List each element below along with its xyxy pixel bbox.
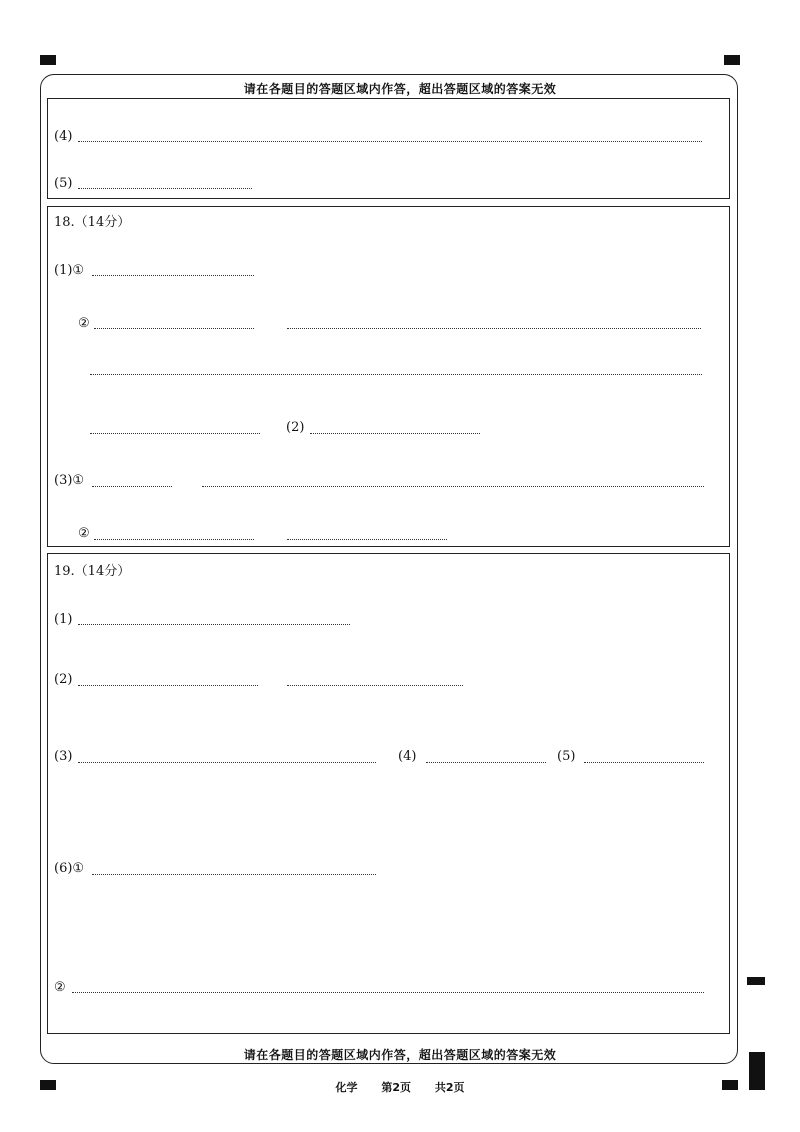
- footer-subject: 化学: [335, 1081, 358, 1094]
- answer-line-18-1-2a[interactable]: [94, 328, 254, 329]
- answer-line-18-3-2b[interactable]: [287, 539, 447, 540]
- notice-bottom: 请在各题目的答题区域内作答，超出答题区域的答案无效: [243, 1048, 557, 1062]
- answer-line-18-2[interactable]: [310, 433, 480, 434]
- registration-mark-top-right: [724, 55, 740, 65]
- label-19-3: (3): [54, 749, 73, 764]
- answer-box-19: [47, 553, 730, 1034]
- label-18-3-1: (3)①: [54, 473, 85, 488]
- label-19-2: (2): [54, 672, 73, 687]
- section-19-title: 19.（14分）: [54, 564, 131, 579]
- label-19-5: (5): [557, 749, 576, 764]
- answer-line-18-1-2d[interactable]: [90, 433, 260, 434]
- answer-line-17-4[interactable]: [78, 141, 702, 142]
- label-19-1: (1): [54, 612, 73, 627]
- answer-line-19-1[interactable]: [78, 624, 350, 625]
- answer-line-18-1-2b[interactable]: [287, 328, 701, 329]
- answer-box-18: [47, 206, 730, 547]
- answer-line-19-6-1[interactable]: [92, 874, 376, 875]
- label-19-6-2: ②: [54, 980, 66, 995]
- label-18-3-2: ②: [78, 526, 90, 541]
- label-17-5: (5): [54, 176, 73, 191]
- answer-line-18-1-2c[interactable]: [90, 374, 702, 375]
- answer-line-19-6-2[interactable]: [72, 992, 704, 993]
- label-19-4: (4): [398, 749, 417, 764]
- answer-line-19-2b[interactable]: [287, 685, 463, 686]
- notice-top: 请在各题目的答题区域内作答，超出答题区域的答案无效: [243, 82, 557, 96]
- label-18-1-1: (1)①: [54, 263, 85, 278]
- label-17-4: (4): [54, 129, 73, 144]
- answer-line-18-3-1b[interactable]: [202, 486, 704, 487]
- answer-line-19-2a[interactable]: [78, 685, 258, 686]
- answer-line-18-1-1[interactable]: [92, 275, 254, 276]
- footer-total-pages: 共2页: [434, 1081, 465, 1094]
- answer-line-18-3-2a[interactable]: [94, 539, 254, 540]
- label-18-2: (2): [286, 420, 305, 435]
- answer-line-19-5[interactable]: [584, 762, 704, 763]
- label-18-1-2: ②: [78, 316, 90, 331]
- answer-line-19-3[interactable]: [78, 762, 376, 763]
- registration-mark-top-left: [40, 55, 56, 65]
- section-18-title: 18.（14分）: [54, 215, 131, 230]
- answer-line-19-4[interactable]: [426, 762, 546, 763]
- side-mark-small: [747, 977, 765, 985]
- answer-line-17-5[interactable]: [78, 188, 252, 189]
- page-footer: [0, 1079, 800, 1095]
- label-19-6-1: (6)①: [54, 861, 85, 876]
- answer-box-17: [47, 98, 730, 199]
- answer-line-18-3-1a[interactable]: [92, 486, 172, 487]
- footer-page-number: 第2页: [381, 1081, 411, 1094]
